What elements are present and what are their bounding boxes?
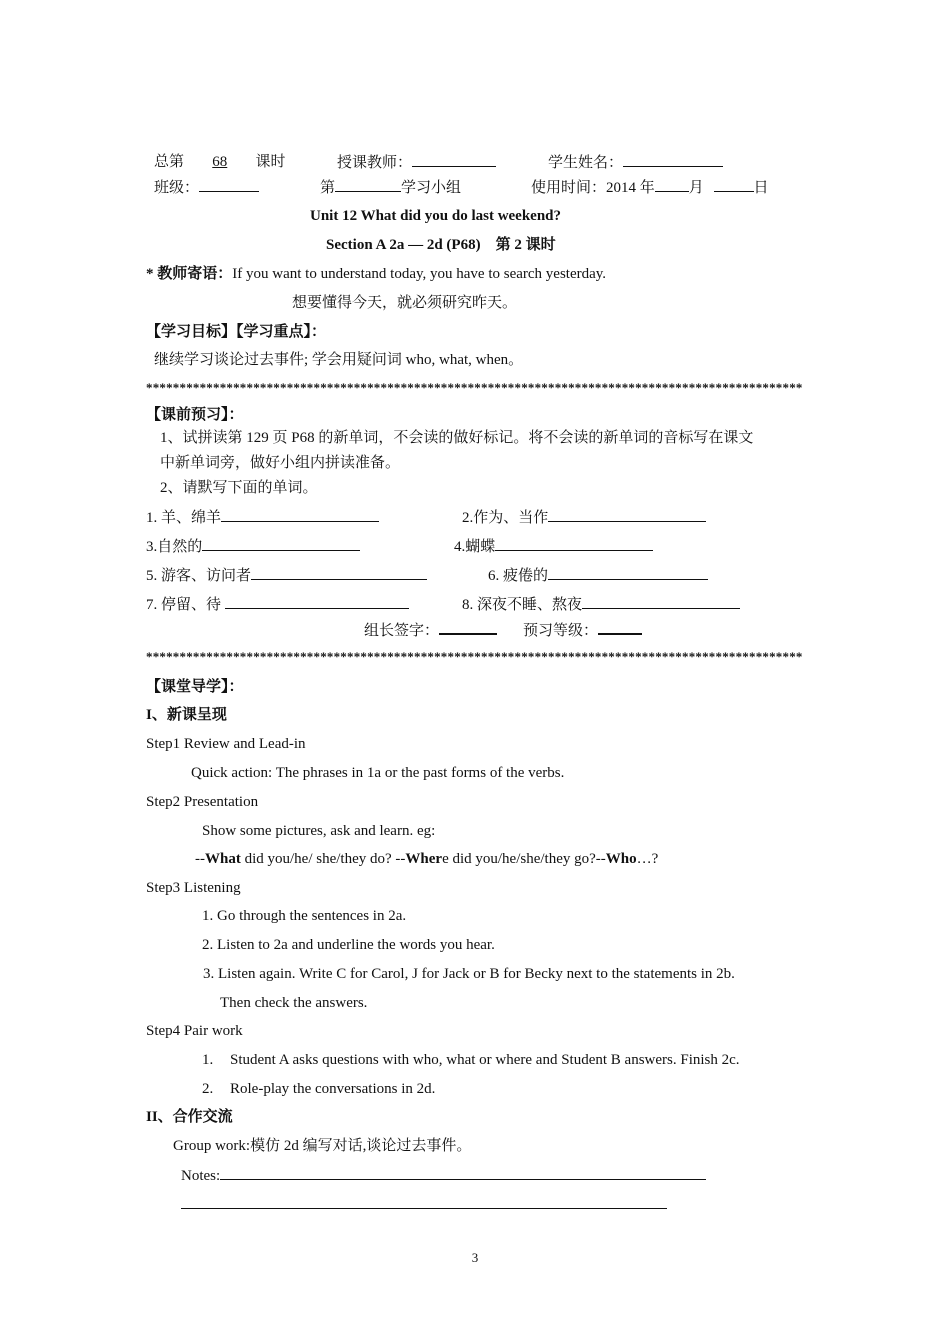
word-3: [146, 536, 360, 557]
separator-1: **************************************************************************************************: [146, 380, 803, 395]
step4-item-2-num: 2.: [202, 1081, 214, 1097]
section-title: Section A 2a — 2d (P68) 第 2 课时: [326, 237, 556, 253]
total-prefix: 总第: [154, 154, 185, 170]
word-8-blank[interactable]: [582, 594, 740, 609]
word-1: [146, 507, 379, 528]
step4-item-1-num: 1.: [202, 1052, 214, 1068]
preview-item1-line1: 1、试拼读第 129 页 P68 的新单词，不会读的做好标记。将不会读的新单词的音标写在课文: [160, 430, 754, 446]
word-6: [488, 565, 708, 586]
step4-title: Step4 Pair work: [146, 1023, 243, 1039]
goals-heading: 【学习目标】【学习重点】：: [146, 324, 327, 340]
teacher-field: [337, 152, 496, 173]
word-7-label: 7. 停留、待: [146, 597, 225, 613]
class-blank[interactable]: [199, 177, 259, 192]
student-name-blank[interactable]: [623, 152, 723, 167]
step1-detail: Quick action: The phrases in 1a or the past forms of the verbs.: [191, 765, 565, 781]
motto-english: If you want to understand today, you have to search yesterday.: [232, 266, 607, 282]
word-6-blank[interactable]: [548, 565, 708, 580]
qtext-1: did you/he/ she/they do? --: [240, 851, 406, 867]
dashes: --: [195, 851, 205, 867]
teacher-motto: [146, 264, 606, 284]
teacher-label: 授课教师：: [337, 155, 413, 171]
day-label: 日: [753, 180, 769, 196]
class-label: 班级：: [154, 180, 200, 196]
qword-where: Wher: [405, 851, 443, 867]
word-2-blank[interactable]: [548, 507, 706, 522]
word-8-label: 8. 深夜不睡、熬夜: [462, 597, 583, 613]
step4-item-2-text: Role-play the conversations in 2d.: [230, 1081, 436, 1097]
group-work: Group work:模仿 2d 编写对话,谈论过去事件。: [173, 1138, 472, 1154]
lesson-number: 68: [212, 154, 228, 170]
month-blank[interactable]: [655, 177, 689, 192]
step3-item-2: 2. Listen to 2a and underline the words you hear.: [202, 937, 495, 953]
preview-item1-line2: 中新单词旁，做好小组内拼读准备。: [160, 455, 401, 471]
group-blank[interactable]: [335, 177, 401, 192]
word-7-blank[interactable]: [225, 594, 409, 609]
step2-detail: Show some pictures, ask and learn. eg:: [202, 823, 436, 839]
notes-field: [181, 1165, 706, 1186]
preview-grade-field: [523, 619, 642, 641]
step4-item-1: [202, 1050, 740, 1070]
group-suffix: 学习小组: [401, 180, 462, 196]
word-4: [454, 536, 653, 557]
teacher-blank[interactable]: [412, 152, 496, 167]
word-5-blank[interactable]: [251, 565, 427, 580]
date-field: [531, 177, 769, 198]
step1-title: Step1 Review and Lead-in: [146, 736, 306, 752]
separator-2: **************************************************************************************************: [146, 649, 803, 664]
leader-sign-field: [364, 619, 497, 641]
preview-heading: 【课前预习】：: [146, 407, 244, 423]
leader-sign-label: 组长签字：: [364, 623, 440, 639]
step3-item-1: 1. Go through the sentences in 2a.: [202, 908, 407, 924]
word-6-label: 6. 疲倦的: [488, 568, 549, 584]
word-7: [146, 594, 409, 615]
word-4-label: 4.蝴蝶: [454, 539, 496, 555]
motto-chinese: 想要懂得今天，就必须研究昨天。: [292, 295, 518, 311]
step2-title: Step2 Presentation: [146, 794, 259, 810]
word-5-label: 5. 游客、访问者: [146, 568, 252, 584]
word-2-label: 2.作为、当作: [462, 510, 549, 526]
step3-item-3: 3. Listen again. Write C for Carol, J for Jack or B for Becky next to the statements in 2b.: [203, 966, 735, 982]
student-label: 学生姓名：: [548, 155, 624, 171]
qtext-2: e did you/he/she/they go?--: [442, 851, 606, 867]
group-field: [320, 177, 461, 198]
notes-blank-2[interactable]: [181, 1194, 667, 1209]
preview-grade-label: 预习等级：: [523, 623, 599, 639]
word-3-label: 3.自然的: [146, 539, 203, 555]
step4-item-1-text: Student A asks questions with who, what or where and Student B answers. Finish 2c.: [230, 1052, 740, 1068]
class-field: [154, 177, 259, 198]
word-4-blank[interactable]: [495, 536, 653, 551]
part1-heading: I、新课呈现: [146, 707, 227, 723]
motto-label: * 教师寄语：: [146, 266, 233, 282]
word-8: [462, 594, 740, 615]
qword-who: Who: [605, 851, 637, 867]
word-1-label: 1. 羊、绵羊: [146, 510, 222, 526]
word-3-blank[interactable]: [202, 536, 360, 551]
month-label: 月: [688, 180, 704, 196]
notes-label: Notes:: [181, 1168, 221, 1184]
group-prefix: 第: [320, 180, 336, 196]
student-field: [548, 152, 723, 173]
part2-heading: II、合作交流: [146, 1109, 233, 1125]
unit-title: Unit 12 What did you do last weekend?: [310, 208, 562, 224]
classroom-heading: 【课堂导学】：: [146, 679, 244, 695]
qtext-3: …?: [636, 851, 659, 867]
header-row-1: [154, 152, 286, 172]
step3-item-3-cont: Then check the answers.: [220, 995, 368, 1011]
question-words-line: [195, 849, 658, 869]
step3-title: Step3 Listening: [146, 880, 241, 896]
goals-text: 继续学习谈论过去事件; 学会用疑问词 who, what, when。: [154, 352, 524, 368]
notes-line-2: [181, 1194, 667, 1215]
preview-grade-blank[interactable]: [598, 619, 642, 635]
lesson-suffix: 课时: [255, 154, 286, 170]
day-blank[interactable]: [714, 177, 754, 192]
date-label: 使用时间：2014 年: [531, 180, 655, 196]
preview-item2: 2、请默写下面的单词。: [160, 480, 318, 496]
leader-sign-blank[interactable]: [439, 619, 497, 635]
step4-item-2: [202, 1079, 435, 1099]
word-5: [146, 565, 427, 586]
word-1-blank[interactable]: [221, 507, 379, 522]
notes-blank-1[interactable]: [220, 1165, 706, 1180]
qword-what: What: [205, 851, 241, 867]
word-2: [462, 507, 706, 528]
page-number: 3: [471, 1250, 479, 1265]
